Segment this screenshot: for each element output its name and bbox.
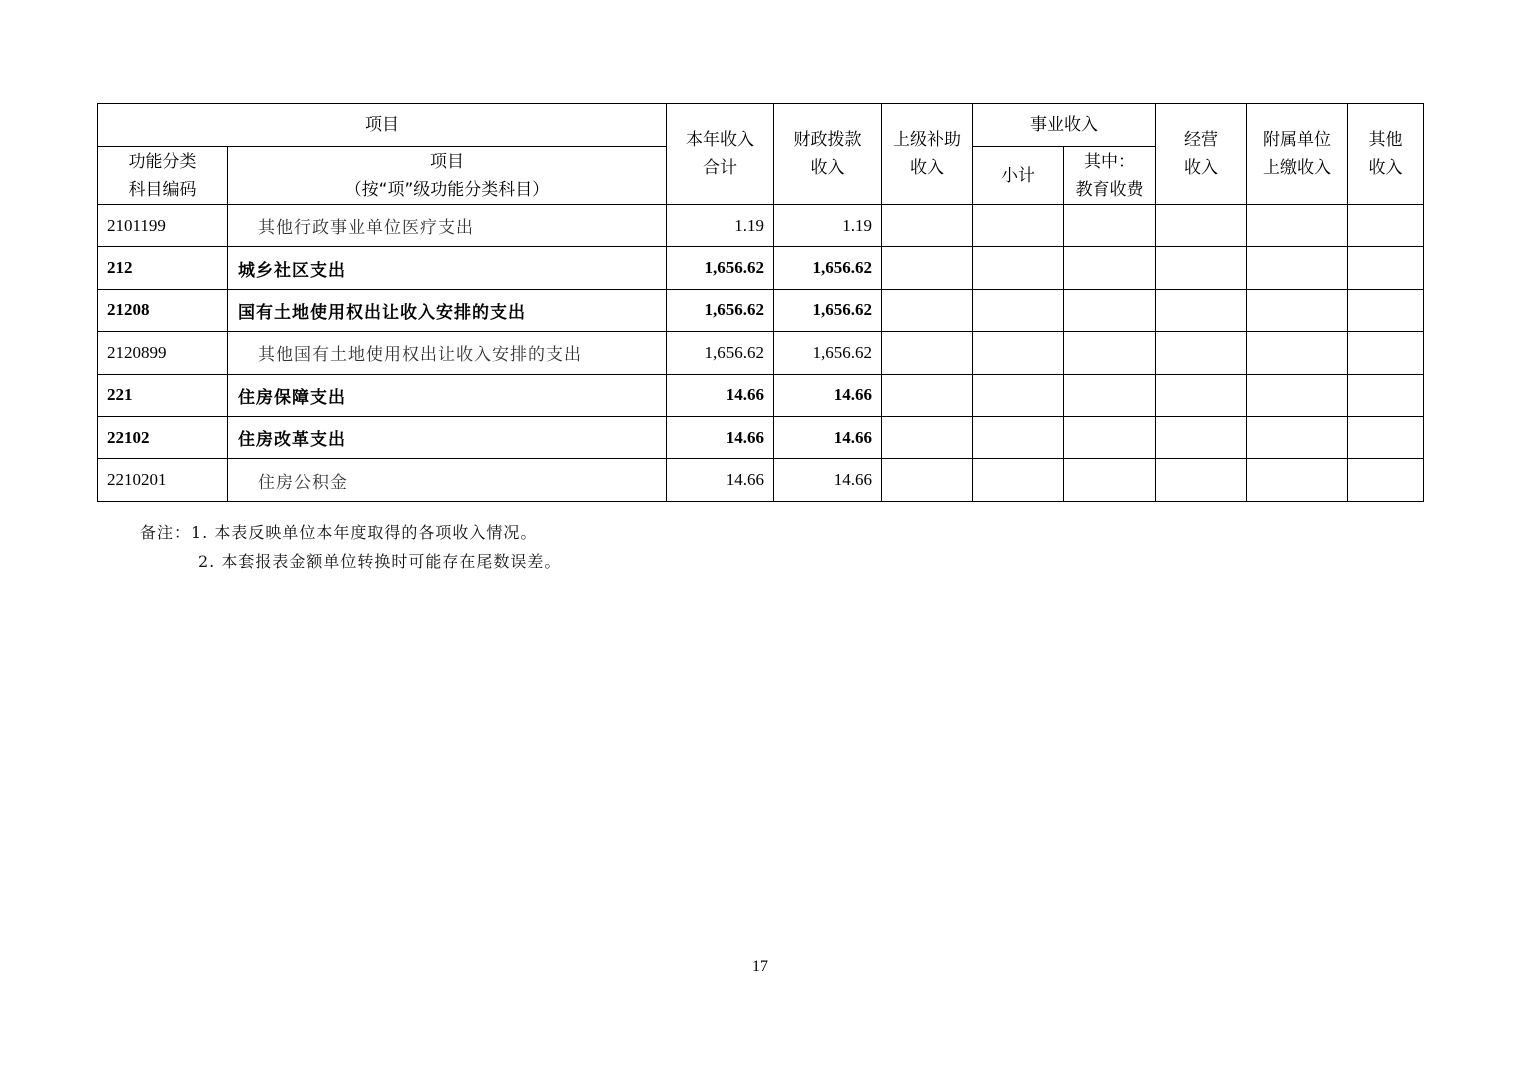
cell-name: 其他行政事业单位医疗支出 xyxy=(228,205,667,247)
cell-subtotal xyxy=(973,332,1064,374)
table-row xyxy=(98,289,1424,331)
cell-affiliated xyxy=(1247,416,1348,458)
cell-operating xyxy=(1156,332,1247,374)
income-table xyxy=(97,103,1424,502)
cell-affiliated xyxy=(1247,289,1348,331)
header-name xyxy=(228,147,667,205)
header-total-line2: 合计 xyxy=(703,158,737,178)
cell-other xyxy=(1348,374,1424,416)
cell-superior xyxy=(882,374,973,416)
cell-code: 2101199 xyxy=(98,205,228,247)
table-body xyxy=(98,205,1424,502)
header-fiscal-line2: 收入 xyxy=(810,158,845,178)
cell-operating xyxy=(1156,205,1247,247)
header-operating xyxy=(1156,104,1247,205)
header-superior-line2: 收入 xyxy=(910,158,944,178)
cell-operating xyxy=(1156,416,1247,458)
cell-total: 14.66 xyxy=(667,374,774,416)
cell-name: 国有土地使用权出让收入安排的支出 xyxy=(228,289,667,331)
cell-fiscal: 1,656.62 xyxy=(774,332,882,374)
cell-total: 1.19 xyxy=(667,205,774,247)
cell-operating xyxy=(1156,374,1247,416)
cell-subtotal xyxy=(973,247,1064,289)
cell-name: 住房改革支出 xyxy=(228,416,667,458)
cell-affiliated xyxy=(1247,247,1348,289)
header-subtotal: 小计 xyxy=(973,147,1064,205)
cell-code: 22102 xyxy=(98,416,228,458)
cell-education xyxy=(1064,416,1156,458)
cell-name: 其他国有土地使用权出让收入安排的支出 xyxy=(228,332,667,374)
cell-code: 212 xyxy=(98,247,228,289)
header-fiscal xyxy=(774,104,882,205)
cell-other xyxy=(1348,416,1424,458)
cell-education xyxy=(1064,459,1156,501)
cell-superior xyxy=(882,205,973,247)
cell-fiscal: 14.66 xyxy=(774,459,882,501)
header-affiliated-line1: 附属单位 xyxy=(1263,130,1331,150)
cell-education xyxy=(1064,205,1156,247)
header-operating-line1: 经营 xyxy=(1184,130,1218,150)
header-business-income: 事业收入 xyxy=(973,104,1156,147)
header-code-line2: 科目编码 xyxy=(128,179,197,200)
cell-superior xyxy=(882,289,973,331)
header-code xyxy=(98,147,228,205)
header-superior-subsidy xyxy=(882,104,973,205)
cell-code: 21208 xyxy=(98,289,228,331)
header-code-line1: 功能分类 xyxy=(128,151,197,172)
cell-education xyxy=(1064,374,1156,416)
cell-total: 14.66 xyxy=(667,459,774,501)
cell-other xyxy=(1348,332,1424,374)
cell-fiscal: 1,656.62 xyxy=(774,247,882,289)
cell-operating xyxy=(1156,459,1247,501)
table-row xyxy=(98,416,1424,458)
header-operating-line2: 收入 xyxy=(1184,158,1218,178)
header-name-line2: （按“项”级功能分类科目） xyxy=(344,179,550,200)
cell-fiscal: 14.66 xyxy=(774,416,882,458)
cell-total: 1,656.62 xyxy=(667,332,774,374)
cell-subtotal xyxy=(973,289,1064,331)
cell-superior xyxy=(882,459,973,501)
cell-operating xyxy=(1156,247,1247,289)
table-row xyxy=(98,459,1424,501)
cell-subtotal xyxy=(973,205,1064,247)
note-line-1: 备注：1. 本表反映单位本年度取得的各项收入情况。 xyxy=(140,523,538,542)
cell-affiliated xyxy=(1247,205,1348,247)
cell-affiliated xyxy=(1247,459,1348,501)
header-item-group: 项目 xyxy=(98,104,667,147)
cell-subtotal xyxy=(973,374,1064,416)
note-line-2: 2. 本套报表金额单位转换时可能存在尾数误差。 xyxy=(198,552,562,571)
table-row xyxy=(98,205,1424,247)
table-row xyxy=(98,374,1424,416)
header-education-line2: 教育收费 xyxy=(1075,179,1144,200)
cell-superior xyxy=(882,416,973,458)
header-affiliated xyxy=(1247,104,1348,205)
header-other-line2: 收入 xyxy=(1368,158,1403,178)
cell-other xyxy=(1348,289,1424,331)
cell-operating xyxy=(1156,289,1247,331)
cell-fiscal: 14.66 xyxy=(774,374,882,416)
header-education-fee xyxy=(1064,147,1156,205)
cell-subtotal xyxy=(973,459,1064,501)
cell-code: 2120899 xyxy=(98,332,228,374)
header-fiscal-line1: 财政拨款 xyxy=(793,130,862,150)
cell-code: 221 xyxy=(98,374,228,416)
cell-education xyxy=(1064,289,1156,331)
page-number: 17 xyxy=(752,958,768,975)
header-education-line1: 其中： xyxy=(1084,151,1135,172)
cell-total: 1,656.62 xyxy=(667,247,774,289)
header-other-line1: 其他 xyxy=(1368,130,1403,150)
header-other xyxy=(1348,104,1424,205)
cell-affiliated xyxy=(1247,332,1348,374)
cell-fiscal: 1.19 xyxy=(774,205,882,247)
notes xyxy=(140,518,561,576)
cell-other xyxy=(1348,205,1424,247)
header-name-line1: 项目 xyxy=(430,151,464,172)
header-total-line1: 本年收入 xyxy=(686,130,754,150)
cell-fiscal: 1,656.62 xyxy=(774,289,882,331)
cell-name: 住房公积金 xyxy=(228,459,667,501)
cell-superior xyxy=(882,247,973,289)
cell-code: 2210201 xyxy=(98,459,228,501)
cell-total: 1,656.62 xyxy=(667,289,774,331)
table-header xyxy=(98,104,1424,205)
cell-other xyxy=(1348,459,1424,501)
cell-total: 14.66 xyxy=(667,416,774,458)
table-row xyxy=(98,332,1424,374)
cell-education xyxy=(1064,332,1156,374)
header-total xyxy=(667,104,774,205)
cell-other xyxy=(1348,247,1424,289)
cell-name: 城乡社区支出 xyxy=(228,247,667,289)
cell-name: 住房保障支出 xyxy=(228,374,667,416)
cell-superior xyxy=(882,332,973,374)
header-superior-line1: 上级补助 xyxy=(893,130,961,150)
cell-affiliated xyxy=(1247,374,1348,416)
cell-subtotal xyxy=(973,416,1064,458)
header-affiliated-line2: 上缴收入 xyxy=(1263,158,1331,178)
cell-education xyxy=(1064,247,1156,289)
table-row xyxy=(98,247,1424,289)
